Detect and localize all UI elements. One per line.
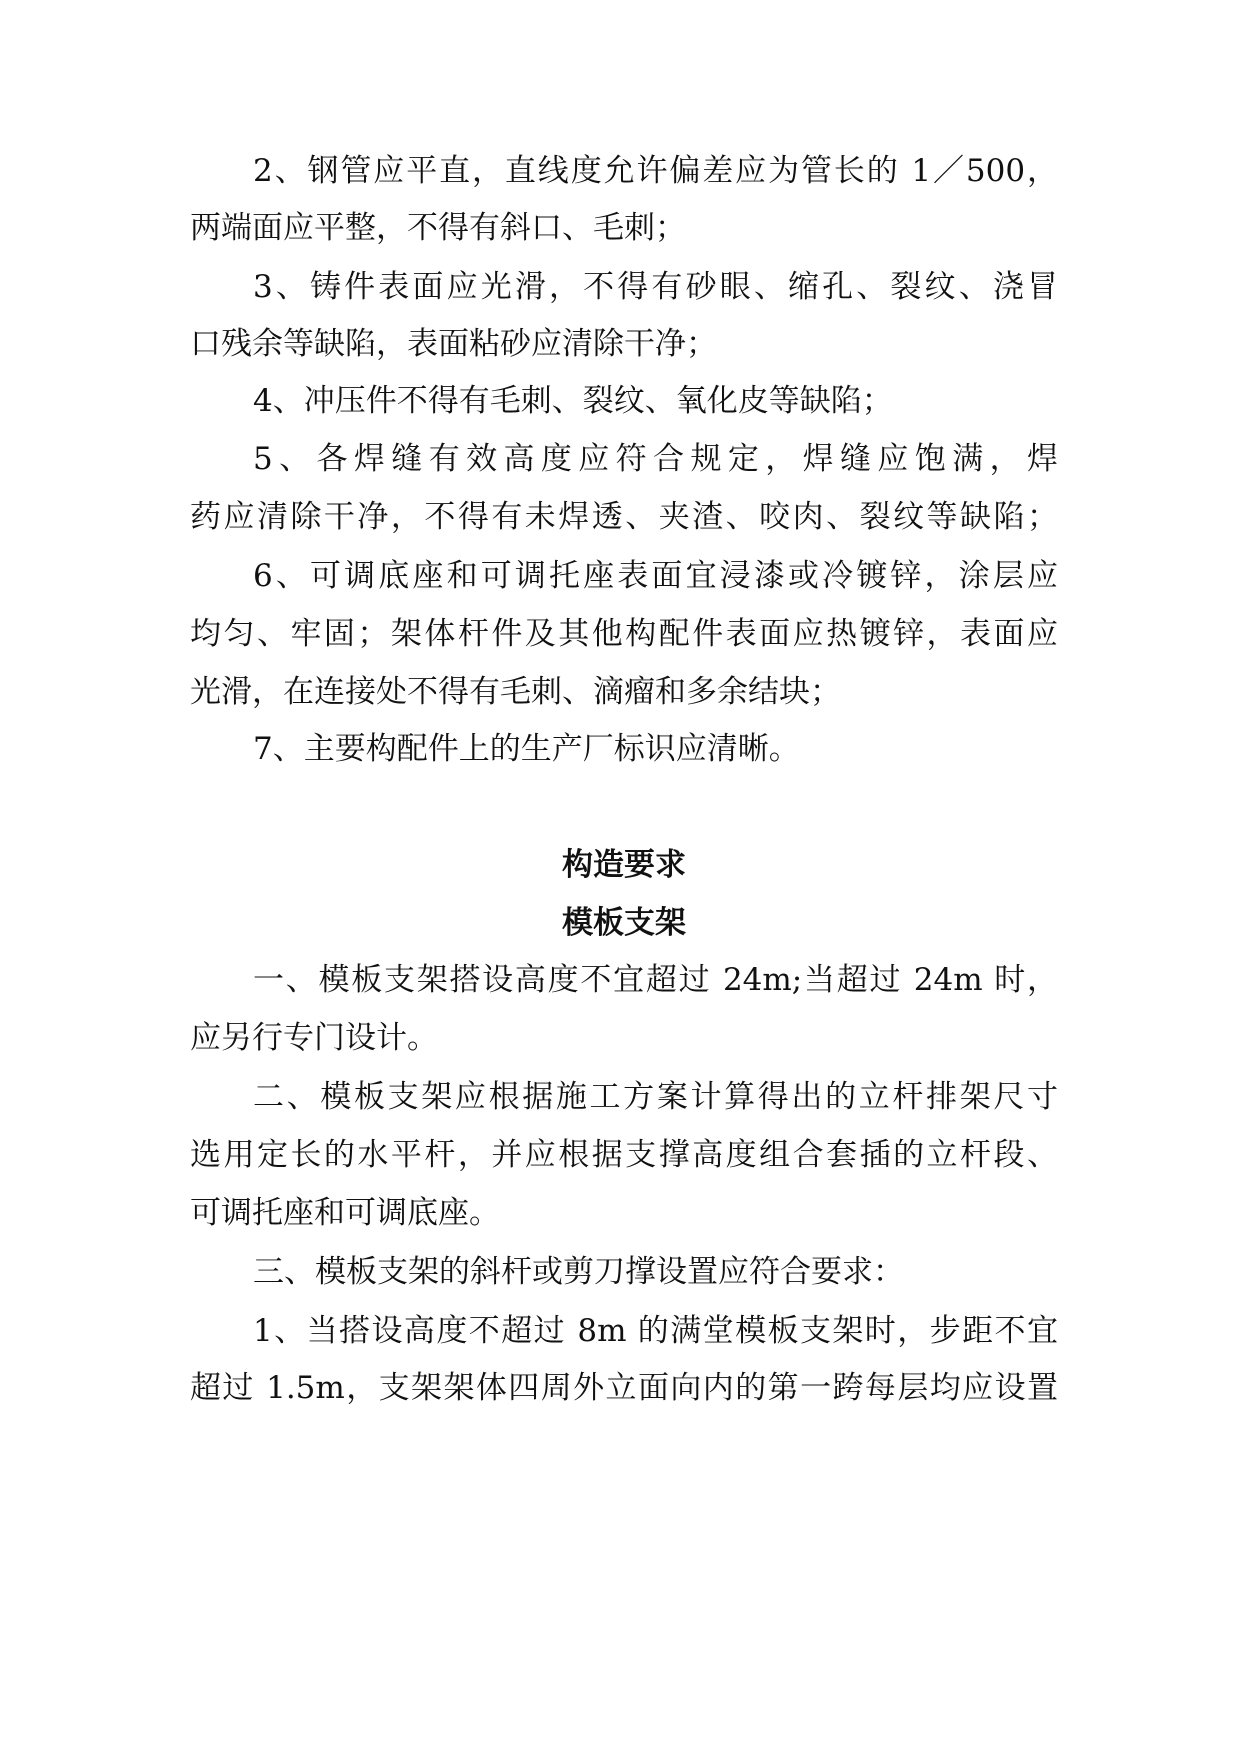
heading-formwork-support: 模板支架 xyxy=(562,905,686,941)
para-4-line-1: 1、当搭设高度不超过 8m 的满堂模板支架时，步距不宜 xyxy=(253,1313,1058,1349)
para-2-line-2: 选用定长的水平杆，并应根据支撑高度组合套插的立杆段、 xyxy=(190,1137,1058,1173)
para-2-line-1: 二、模板支架应根据施工方案计算得出的立杆排架尺寸 xyxy=(253,1079,1058,1115)
item-5-line-2: 药应清除干净，不得有未焊透、夹渣、咬肉、裂纹等缺陷； xyxy=(190,499,1058,535)
para-4-line-2: 超过 1.5m，支架架体四周外立面向内的第一跨每层均应设置 xyxy=(190,1370,1058,1406)
item-6-line-1: 6、可调底座和可调托座表面宜浸漆或冷镀锌，涂层应 xyxy=(253,558,1058,594)
para-1-line-1: 一、模板支架搭设高度不宜超过 24m;当超过 24m 时， xyxy=(253,962,1058,998)
item-3-line-1: 3、铸件表面应光滑，不得有砂眼、缩孔、裂纹、浇冒 xyxy=(253,269,1058,305)
item-5-line-1: 5、各焊缝有效高度应符合规定，焊缝应饱满，焊 xyxy=(253,441,1058,477)
heading-construction-requirements: 构造要求 xyxy=(562,847,686,883)
item-6-line-3: 光滑，在连接处不得有毛刺、滴瘤和多余结块； xyxy=(190,674,841,710)
para-3-line-1: 三、模板支架的斜杆或剪刀撑设置应符合要求： xyxy=(253,1254,904,1290)
para-2-line-3: 可调托座和可调底座。 xyxy=(190,1195,500,1231)
para-1-line-2: 应另行专门设计。 xyxy=(190,1020,438,1056)
item-4-line-1: 4、冲压件不得有毛刺、裂纹、氧化皮等缺陷； xyxy=(253,383,893,419)
item-3-line-2: 口残余等缺陷，表面粘砂应清除干净； xyxy=(190,326,717,362)
item-6-line-2: 均匀、牢固；架体杆件及其他构配件表面应热镀锌，表面应 xyxy=(190,616,1058,652)
item-7-line-1: 7、主要构配件上的生产厂标识应清晰。 xyxy=(253,731,800,767)
item-2-line-1: 2、钢管应平直，直线度允许偏差应为管长的 1／500， xyxy=(253,153,1058,189)
item-2-line-2: 两端面应平整，不得有斜口、毛刺； xyxy=(190,210,686,246)
